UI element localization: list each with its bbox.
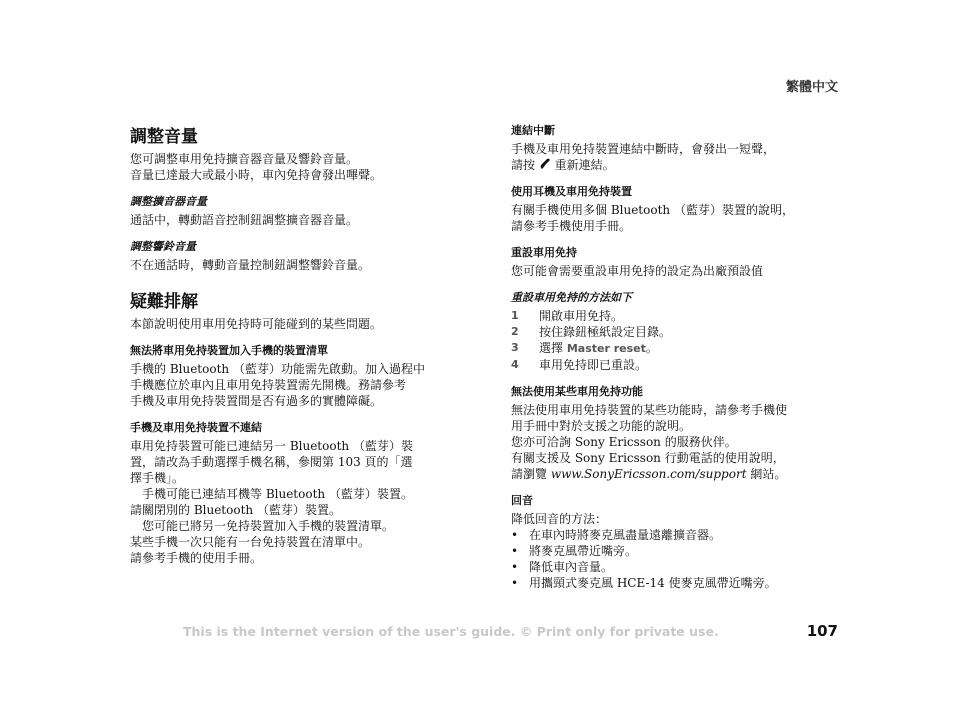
list-item — [511, 340, 841, 357]
language-label: 繁體中文 — [785, 80, 838, 95]
left-column — [130, 122, 470, 566]
paragraph: 手機及車用免持裝置間是否有過多的實體障礙。 — [130, 394, 383, 408]
step-text: 。 — [645, 341, 658, 355]
reset-steps — [511, 308, 841, 373]
call-key-icon — [539, 158, 551, 170]
paragraph: 車用免持裝置可能已連結另一 Bluetooth （藍芽）裝 — [130, 439, 413, 453]
step-text: 車用免持即已重設。 — [539, 358, 648, 372]
paragraph: 置，請改為手動選擇手機名稱，參閱第 103 頁的「選 — [130, 455, 413, 469]
step-text: 按住錄鈕極紙設定目錄。 — [539, 325, 672, 339]
list-item: • 用攜頸式麥克風 HCE-14 使麥克風帶近嘴旁。 — [511, 575, 841, 591]
paragraph: 請參考手機使用手冊。 — [511, 219, 632, 233]
subheading-speaker-volume: 調整擴音器音量 — [130, 195, 207, 208]
paragraph: 您亦可洽詢 Sony Ericsson 的服務伙伴。 — [511, 435, 737, 449]
list-item — [511, 324, 841, 340]
step-text: 選擇 — [539, 341, 567, 355]
paragraph: 不在通話時，轉動音量控制鈕調整響鈴音量。 — [130, 258, 371, 272]
paragraph: 您可能會需要重設車用免持的設定為出廠預設值 — [511, 264, 764, 278]
subheading-reset-howto: 重設車用免持的方法如下 — [511, 291, 632, 304]
paragraph: 音量已達最大或最小時，車內免持會發出嗶聲。 — [130, 168, 383, 182]
support-url: www.SonyEricsson.com/support — [550, 467, 747, 481]
subheading-reset: 重設車用免持 — [511, 246, 577, 259]
text: 請按 — [511, 158, 536, 172]
paragraph: 降低回音的方法： — [511, 512, 608, 526]
subheading-headset: 使用耳機及車用免持裝置 — [511, 185, 632, 198]
paragraph: 某些手機一次只能有一台免持裝置在清單中。 — [130, 535, 371, 549]
list-item: • 在車內時將麥克風盡量遠離擴音器。 — [511, 527, 841, 543]
paragraph: 擇手機」。 — [130, 471, 185, 485]
paragraph: 通話中，轉動語音控制鈕調整擴音器音量。 — [130, 213, 359, 227]
subheading-functions: 無法使用某些車用免持功能 — [511, 385, 643, 398]
step-number: 3 — [511, 341, 519, 354]
list-item: • 降低車內音量。 — [511, 559, 841, 575]
page-number: 107 — [806, 622, 838, 640]
paragraph: 請參考手機的使用手冊。 — [130, 551, 263, 565]
step-number: 2 — [511, 325, 519, 338]
paragraph: 有關手機使用多個 Bluetooth （藍芽）裝置的說明， — [511, 203, 794, 217]
menu-option-master-reset: Master reset — [566, 342, 646, 355]
paragraph: 本節說明使用車用免持時可能碰到的某些問題。 — [130, 317, 383, 331]
paragraph: 無法使用車用免持裝置的某些功能時，請參考手機使 — [511, 403, 788, 417]
paragraph: 手機的 Bluetooth （藍芽）功能需先啟動。加入過程中 — [130, 362, 425, 376]
section-title-troubleshooting: 疑難排解 — [130, 292, 198, 312]
paragraph — [511, 157, 841, 173]
text: 重新連結。 — [554, 158, 615, 172]
section-title-volume: 調整音量 — [130, 127, 198, 147]
step-number: 4 — [511, 358, 519, 371]
step-text: 開啟車用免持。 — [539, 309, 624, 323]
paragraph: 您可能已將另一免持裝置加入手機的裝置清單。 — [142, 519, 395, 533]
paragraph: 您可調整車用免持擴音器音量及響鈴音量。 — [130, 152, 359, 166]
subheading-cannot-add: 無法將車用免持裝置加入手機的裝置清單 — [130, 344, 328, 357]
list-item: • 將麥克風帶近嘴旁。 — [511, 543, 841, 559]
footer-notice: This is the Internet version of the user's guide. © Print only for private use. — [183, 624, 719, 639]
subheading-disconnect: 連結中斷 — [511, 124, 555, 137]
echo-tips-list — [511, 527, 841, 591]
text: 請瀏覽 — [511, 467, 551, 481]
subheading-not-connected: 手機及車用免持裝置不連結 — [130, 421, 262, 434]
list-item — [511, 308, 841, 324]
text: 網站。 — [746, 467, 787, 481]
list-item — [511, 357, 841, 373]
paragraph: 手機及車用免持裝置連結中斷時，會發出一短聲， — [511, 142, 776, 156]
step-number: 1 — [511, 309, 519, 322]
paragraph: 有關支援及 Sony Ericsson 行動電話的使用說明， — [511, 451, 785, 465]
right-column — [511, 122, 841, 591]
paragraph: 手機應位於車內且車用免持裝置需先開機。務請參考 — [130, 378, 407, 392]
paragraph: 手機可能已連結耳機等 Bluetooth （藍芽）裝置。 — [142, 487, 413, 501]
paragraph: 用手冊中對於支援之功能的說明。 — [511, 419, 692, 433]
subheading-echo: 回音 — [511, 494, 533, 507]
paragraph — [511, 466, 841, 482]
paragraph: 請關閉別的 Bluetooth （藍芽）裝置。 — [130, 503, 341, 517]
subheading-ring-volume: 調整響鈴音量 — [130, 240, 196, 253]
